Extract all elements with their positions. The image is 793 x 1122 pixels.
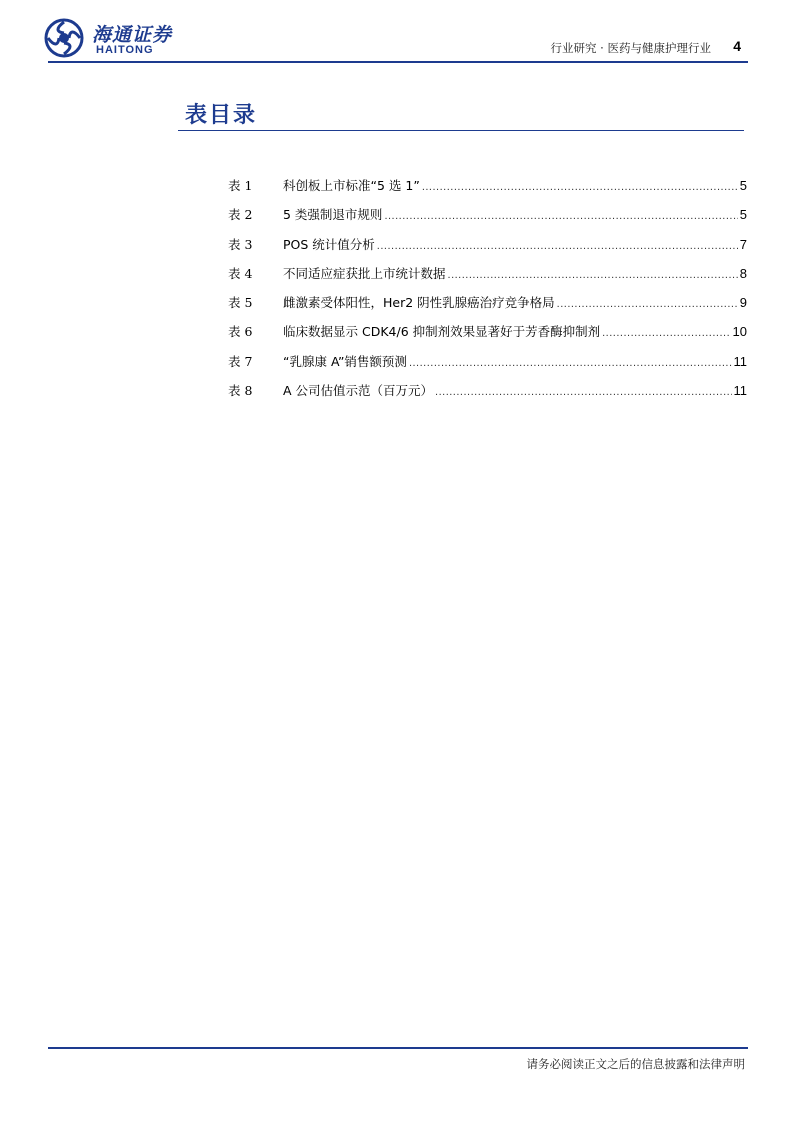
footer-disclaimer: 请务必阅读正文之后的信息披露和法律声明 — [526, 1057, 745, 1071]
toc-entry-label: 表 7 — [228, 353, 253, 369]
toc-entry-title: 雌激素受体阳性，Her2 阴性乳腺癌治疗竞争格局 — [283, 295, 555, 311]
toc-entry-page: 5 — [739, 178, 747, 193]
toc-entry-page: 11 — [733, 353, 747, 369]
section-divider — [178, 130, 744, 131]
section-title: 表目录 — [185, 102, 258, 128]
toc-entry-label: 表 3 — [228, 236, 253, 252]
toc-entry-page: 8 — [739, 265, 747, 281]
haitong-logo-icon — [44, 18, 84, 58]
toc-entry-page: 7 — [739, 236, 747, 252]
toc-entry-page: 10 — [732, 324, 747, 340]
toc-entry-label: 表 2 — [228, 207, 253, 223]
table-of-tables — [228, 176, 747, 410]
toc-entry[interactable] — [228, 381, 747, 410]
toc-entry-label: 表 4 — [228, 265, 253, 281]
header-title: 行业研究 · 医药与健康护理行业 — [550, 41, 711, 55]
toc-leader-dots — [409, 357, 732, 369]
toc-entry-title: 不同适应症获批上市统计数据 — [283, 265, 446, 281]
company-logo — [44, 16, 194, 60]
toc-entry-title: 临床数据显示 CDK4/6 抑制剂效果显著好于芳香酶抑制剂 — [283, 324, 601, 340]
logo-english-name: HAITONG — [96, 44, 154, 56]
toc-entry-label: 表 8 — [228, 383, 253, 399]
toc-entry[interactable] — [228, 352, 747, 381]
logo-chinese-name: 海通证券 — [92, 24, 173, 46]
toc-entry[interactable] — [228, 264, 747, 293]
toc-entry-label: 表 5 — [228, 295, 253, 311]
toc-entry[interactable] — [228, 235, 747, 264]
toc-leader-dots — [422, 181, 738, 193]
toc-leader-dots — [384, 210, 737, 222]
toc-entry-page: 11 — [733, 383, 747, 399]
footer-divider — [48, 1047, 748, 1049]
toc-leader-dots — [602, 327, 730, 339]
toc-entry-title: 5 类强制退市规则 — [283, 207, 383, 223]
header-divider — [48, 61, 748, 63]
toc-entry-page: 9 — [739, 295, 747, 311]
toc-leader-dots — [435, 386, 731, 398]
toc-leader-dots — [377, 240, 738, 252]
toc-entry-title: 科创板上市标准“5 选 1” — [283, 178, 420, 193]
toc-entry-title: A 公司估值示范（百万元） — [283, 383, 434, 399]
toc-entry-page: 5 — [739, 207, 747, 223]
toc-entry-label: 表 6 — [228, 324, 253, 340]
toc-entry-title: “乳腺康 A”销售额预测 — [283, 353, 407, 369]
toc-entry-title: POS 统计值分析 — [283, 236, 375, 252]
toc-entry-label: 表 1 — [228, 178, 253, 193]
toc-leader-dots — [557, 298, 738, 310]
toc-entry[interactable] — [228, 293, 747, 322]
toc-entry[interactable] — [228, 176, 747, 205]
toc-entry[interactable] — [228, 205, 747, 234]
toc-leader-dots — [448, 269, 738, 281]
page-number: 4 — [733, 38, 741, 54]
toc-entry[interactable] — [228, 322, 747, 351]
